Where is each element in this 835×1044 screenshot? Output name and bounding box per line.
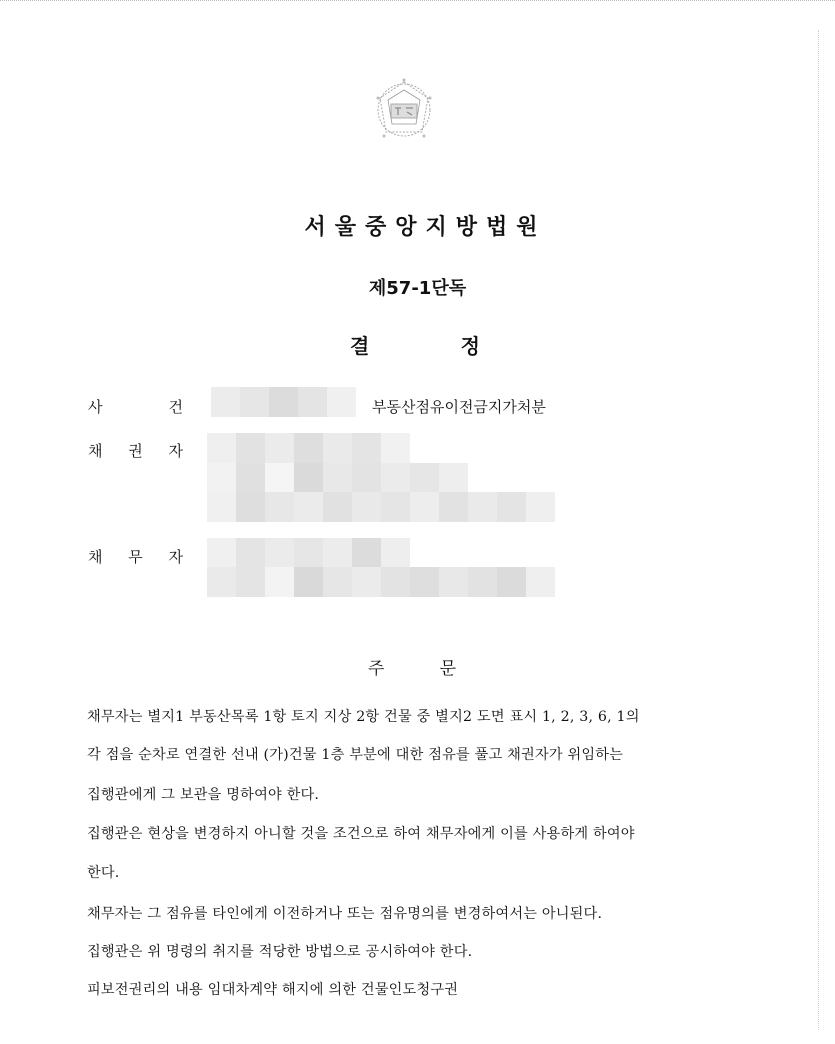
- order-line: 집행관에게 그 보관을 명하여야 한다.: [87, 787, 320, 803]
- redacted-debtor-name: [207, 538, 410, 568]
- order-line: 채무자는 별지1 부동산목록 1항 토지 지상 2항 건물 중 별지2 도면 표시 1, 2, 3, 6, 1의: [87, 709, 640, 725]
- creditor-label-char: 권: [128, 442, 143, 460]
- debtor-label-char: 무: [128, 548, 143, 566]
- order-line: 피보전권리의 내용 임대차계약 해지에 의한 건물인도청구권: [87, 982, 459, 998]
- case-number: 제57-1단독: [368, 278, 467, 299]
- court-seal-icon: [364, 68, 444, 148]
- debtor-label: [88, 546, 183, 567]
- order-heading-left: 주: [368, 659, 385, 679]
- court-name: 서울중앙지방법원: [304, 215, 547, 240]
- scan-right-edge: [818, 30, 820, 1030]
- scan-top-edge: [0, 0, 835, 3]
- order-heading: [368, 654, 456, 679]
- debtor-label-char: 자: [168, 548, 183, 566]
- order-line: 한다.: [87, 865, 120, 881]
- creditor-label: [88, 440, 183, 461]
- case-name: 부동산점유이전금지가처분: [372, 398, 546, 416]
- creditor-label-char: 채: [88, 442, 103, 460]
- order-line: 채무자는 그 점유를 타인에게 이전하거나 또는 점유명의를 변경하여서는 아니된다.: [87, 906, 603, 922]
- creditor-label-char: 자: [168, 442, 183, 460]
- case-label: [88, 396, 183, 417]
- document-title-right: 정: [460, 334, 480, 358]
- order-line: 집행관은 위 명령의 취지를 적당한 방법으로 공시하여야 한다.: [87, 944, 473, 960]
- case-label-char: 사: [88, 398, 103, 416]
- redacted-debtor-address: [207, 567, 555, 597]
- order-heading-right: 문: [439, 659, 456, 679]
- document-title-left: 결: [350, 334, 370, 358]
- redacted-creditor-address-1: [207, 463, 468, 493]
- order-line: 각 점을 순차로 연결한 선내 (가)건물 1층 부분에 대한 점유를 풀고 채권자가 위임하는: [87, 747, 624, 763]
- redacted-creditor-name: [207, 433, 410, 463]
- redacted-case-number: [211, 387, 356, 417]
- order-line: 집행관은 현상을 변경하지 아니할 것을 조건으로 하여 채무자에게 이를 사용하게 하여야: [87, 826, 635, 842]
- debtor-label-char: 채: [88, 548, 103, 566]
- redacted-creditor-address-2: [207, 492, 555, 522]
- case-label-char: 건: [168, 398, 183, 416]
- document-title: [350, 330, 480, 359]
